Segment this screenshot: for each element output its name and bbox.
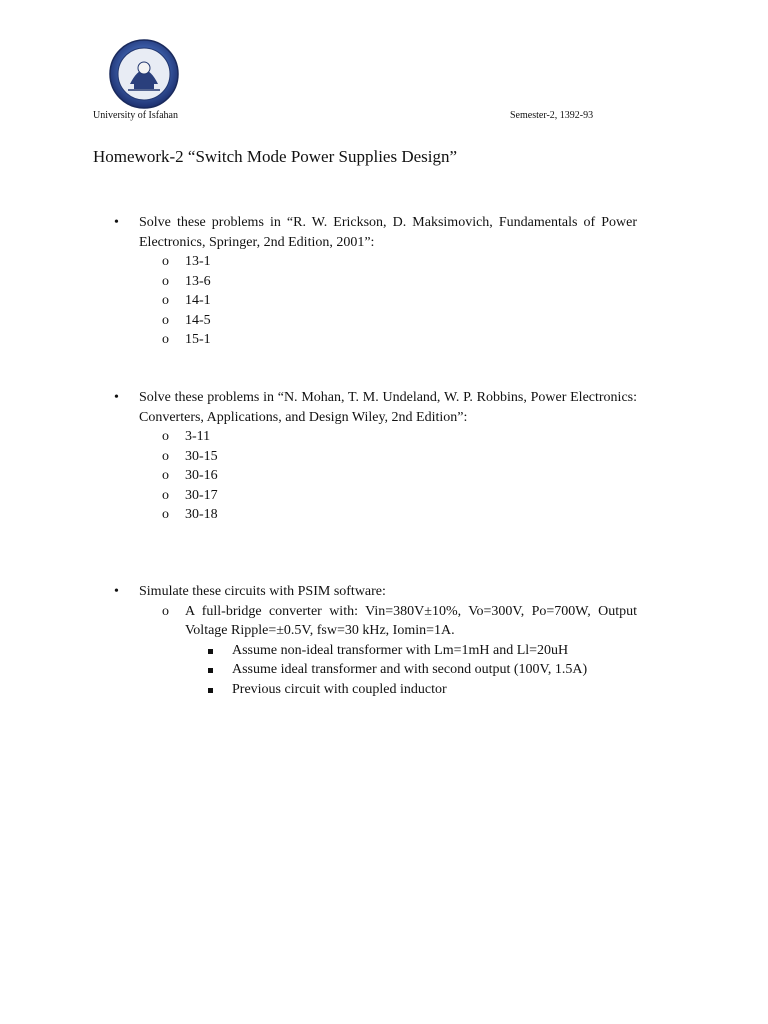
circle-bullet-icon: o xyxy=(162,507,169,522)
circle-bullet-icon: o xyxy=(162,487,169,503)
list-item: o 14-5 xyxy=(162,311,637,331)
circle-bullet-icon: o xyxy=(162,273,169,289)
university-name: University of Isfahan xyxy=(93,110,178,121)
list-item: o 3-11 xyxy=(162,427,637,447)
list-item: o 14-1 xyxy=(162,291,637,311)
list-item: Assume non-ideal transformer with Lm=1mH and Ll=20uH xyxy=(208,641,637,661)
section-text: Simulate these circuits with PSIM software: xyxy=(139,584,386,599)
circle-bullet-icon: o xyxy=(162,603,169,619)
section-mohan xyxy=(114,388,637,525)
circle-bullet-icon: o xyxy=(162,448,169,464)
list-item: o 30-15 xyxy=(162,447,637,467)
section-text: Solve these problems in “N. Mohan, T. M. Undeland, W. P. Robbins, Power Electronics: Converters, Applications, and Design Wiley, 2nd Edition”: xyxy=(139,390,637,425)
circle-bullet-icon: o xyxy=(162,332,169,347)
circle-bullet-icon: o xyxy=(162,254,169,269)
list-item: o 30-17 xyxy=(162,486,637,506)
list-item: o 30-16 xyxy=(162,466,637,486)
square-bullet-icon xyxy=(208,688,213,693)
list-item: o 13-1 xyxy=(162,252,637,272)
section-erickson xyxy=(114,213,637,350)
semester-label: Semester-2, 1392-93 xyxy=(510,110,594,121)
bullet-icon: • xyxy=(114,390,119,405)
circle-bullet-icon: o xyxy=(162,312,169,328)
square-bullet-icon xyxy=(208,649,213,654)
section-text: Solve these problems in “R. W. Erickson, D. Maksimovich, Fundamentals of Power Electronics, Springer, 2nd Edition, 2001”: xyxy=(139,215,637,250)
circle-bullet-icon: o xyxy=(162,429,169,444)
circle-bullet-icon: o xyxy=(162,293,169,308)
section-psim xyxy=(114,582,637,699)
document-title: Homework-2 “Switch Mode Power Supplies Design” xyxy=(93,147,458,166)
university-logo xyxy=(108,38,180,110)
bullet-icon: • xyxy=(114,215,119,230)
circuit-list xyxy=(114,602,637,641)
bullet-icon: • xyxy=(114,584,119,599)
list-item: o 15-1 xyxy=(162,330,637,350)
circle-bullet-icon: o xyxy=(162,468,169,483)
problem-list xyxy=(114,252,637,350)
variant-list xyxy=(114,641,637,700)
list-item: Assume ideal transformer and with second output (100V, 1.5A) xyxy=(208,660,637,680)
list-item: Previous circuit with coupled inductor xyxy=(208,680,637,700)
list-item: o A full-bridge converter with: Vin=380V±10%, Vo=300V, Po=700W, Output Voltage Ripple=±0.5V, fsw=30 kHz, Iomin=1A. xyxy=(162,602,637,641)
problem-list xyxy=(114,427,637,525)
square-bullet-icon xyxy=(208,668,213,673)
list-item: o 13-6 xyxy=(162,272,637,292)
list-item: o 30-18 xyxy=(162,505,637,525)
